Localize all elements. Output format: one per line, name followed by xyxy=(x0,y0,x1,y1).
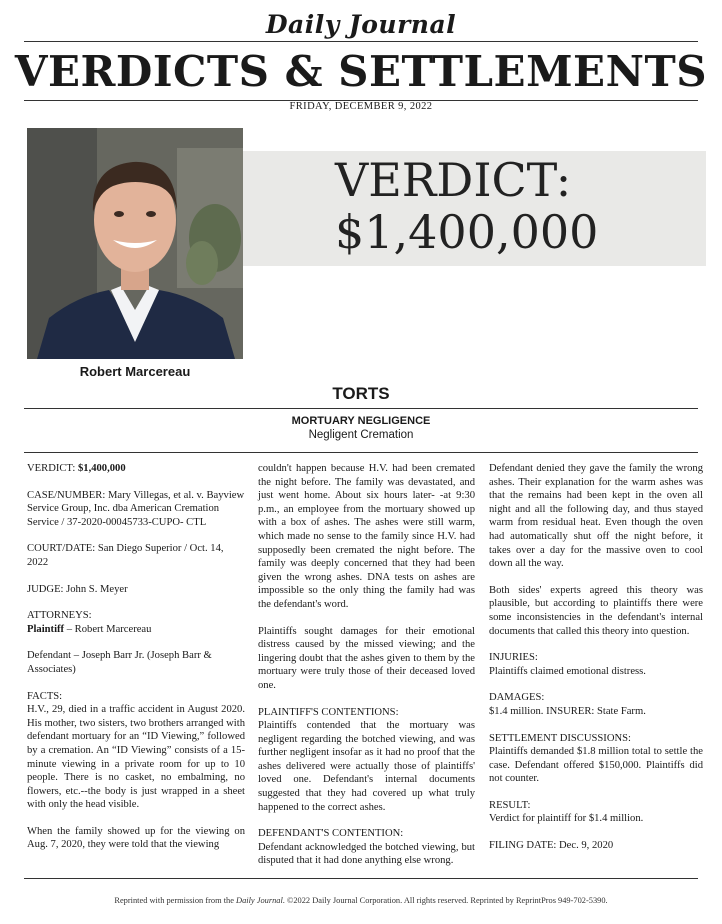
page-headline: VERDICTS & SETTLEMENTS xyxy=(14,47,708,96)
plaintiff-contentions-text: Plaintiffs contended that the mortuary was negligent regarding the botched viewing, and was further negligent insofar as it had no proof that the ashes delivered were actually those of plaintiffs' loved one. Defendant's internal documents suggested that they had covered up what truly happened to the correct ashes. xyxy=(258,720,475,813)
judge-label: JUDGE: xyxy=(27,583,67,595)
case-number-label: CASE/NUMBER: xyxy=(27,489,108,501)
column-2 xyxy=(258,462,475,881)
judge xyxy=(27,583,245,597)
result-text: Verdict for plaintiff for $1.4 million. xyxy=(489,813,644,825)
attorneys xyxy=(27,609,245,636)
issue-date-text: FRIDAY, DECEMBER 9, 2022 xyxy=(282,101,441,112)
injuries-label: INJURIES: xyxy=(489,652,538,664)
section-title: TORTS xyxy=(332,384,390,403)
facts-continued: When the family showed up for the viewing on Aug. 7, 2020, they were told that the viewing xyxy=(27,825,245,851)
verdict-amount: $1,400,000 xyxy=(335,205,599,259)
experts-paragraph: Both sides' experts agreed this theory was plausible, but according to plaintiffs there were some inconsistencies in the defendant's internal documents that called this theory into question. xyxy=(489,584,703,637)
judge-value: John S. Meyer xyxy=(66,583,128,595)
attorneys-label: ATTORNEYS: xyxy=(27,610,92,622)
case-number xyxy=(27,489,245,530)
case-number-value: Mary Villegas, et al. v. Bayview Service Group, Inc. dba American Cremation Service / 37-2020-00045733-CUPO- CTL xyxy=(27,489,245,528)
defense-paragraph: Defendant denied they gave the family the wrong ashes. Their explanation for the warm ashes was that the remains had been kept in the oven all night and all the following day, and thus stayed warm from residual heat. Even though the oven had automatically shut off the night before, it takes over a day for the massive oven to cool down all the way. xyxy=(489,463,703,570)
defendant-contention xyxy=(258,827,475,868)
settlement-text: Plaintiffs demanded $1.8 million total to settle the case. Defendant offered $150,000. Plaintiffs did not counter. xyxy=(489,746,703,785)
court-date-value: San Diego Superior / Oct. 14, 2022 xyxy=(27,543,224,568)
attorney-portrait-image xyxy=(27,128,243,359)
damages-sought-paragraph: Plaintiffs sought damages for their emotional distress caused by the missed viewing; and the lingering doubt that the ashes given to them by the mortuary were truly those of their deceased loved one. xyxy=(258,625,475,691)
result-label: RESULT: xyxy=(489,799,531,811)
verdict-line-label: VERDICT: xyxy=(27,463,78,474)
plaintiff-contentions xyxy=(258,706,475,815)
attorney-name-caption: Robert Marcereau xyxy=(79,364,191,379)
damages-label: DAMAGES: xyxy=(489,692,545,704)
verdict-line-value: $1,400,000 xyxy=(77,463,126,474)
section-rule xyxy=(24,408,698,409)
verdict-label: VERDICT: xyxy=(335,153,572,207)
injuries-text: Plaintiffs claimed emotional distress. xyxy=(489,665,646,677)
filing-date: FILING DATE: Dec. 9, 2020 xyxy=(489,840,614,852)
verdict-amount-block xyxy=(335,154,598,258)
facts xyxy=(27,690,245,812)
plaintiff-attorney: – Robert Marcereau xyxy=(64,623,152,635)
plaintiff-label: Plaintiff xyxy=(27,623,65,635)
damages-text: $1.4 million. INSURER: State Farm. xyxy=(489,705,646,717)
court-date-label: COURT/DATE: xyxy=(27,543,98,555)
case-subcategory: Negligent Cremation xyxy=(308,429,414,441)
facts-paragraph: couldn't happen because H.V. had been cremated the night before. The family was devastated, and just went home. About six hours later- -at 9:30 p.m., an employee from the mortuary showed up with a box of ashes. The ashes were still warm, which made no sense to the family since H.V. had supposedly been cremated the night before. The family was deeply concerned that they had been given the wrong ashes. DNA tests on ashes are impossible so the only thing the family had was the defendant's word. xyxy=(258,463,475,610)
defendant-contention-label: DEFENDANT'S CONTENTION: xyxy=(258,828,404,840)
defendant-attorney: Defendant – Joseph Barr Jr. (Joseph Barr & Associates) xyxy=(27,650,212,675)
column-3 xyxy=(489,462,703,866)
attorney-photo xyxy=(27,128,243,359)
footer-rule xyxy=(24,878,698,879)
reprint-notice-post: . ©2022 Daily Journal Corporation. All rights reserved. Reprinted by ReprintPros 949-702-5390. xyxy=(282,896,608,905)
reprint-notice xyxy=(0,896,722,905)
facts-text: H.V., 29, died in a traffic accident in August 2020. His mother, two sisters, two brothers arranged with defendant mortuary for an “ID Viewing,” followed by a cremation. An “ID Viewing” consists of a 15-minute viewing in a private room for up to 10 people. There is no casket, no embalming, no flowers, etc.--the body is just wrapped in a sheet with only the head visible. xyxy=(27,704,245,811)
masthead-rule xyxy=(24,41,698,42)
issue-date xyxy=(0,96,722,114)
defendant-contention-text: Defendant acknowledged the botched viewing, but disputed that it had done anything else wrong. xyxy=(258,841,475,867)
body-rule xyxy=(24,452,698,453)
settlement-label: SETTLEMENT DISCUSSIONS: xyxy=(489,732,631,744)
column-1 xyxy=(27,462,245,865)
result xyxy=(489,799,703,826)
plaintiff-contentions-label: PLAINTIFF'S CONTENTIONS: xyxy=(258,706,399,718)
publication-brand: Daily Journal xyxy=(265,10,457,39)
reprint-notice-pre: Reprinted with permission from the xyxy=(114,896,237,905)
reprint-notice-publication: Daily Journal xyxy=(236,896,283,905)
court-date xyxy=(27,542,245,569)
injuries xyxy=(489,651,703,678)
verdict-line xyxy=(27,462,245,476)
facts-label: FACTS: xyxy=(27,690,63,702)
case-category: MORTUARY NEGLIGENCE xyxy=(291,415,431,427)
settlement-discussions xyxy=(489,732,703,786)
damages xyxy=(489,691,703,718)
